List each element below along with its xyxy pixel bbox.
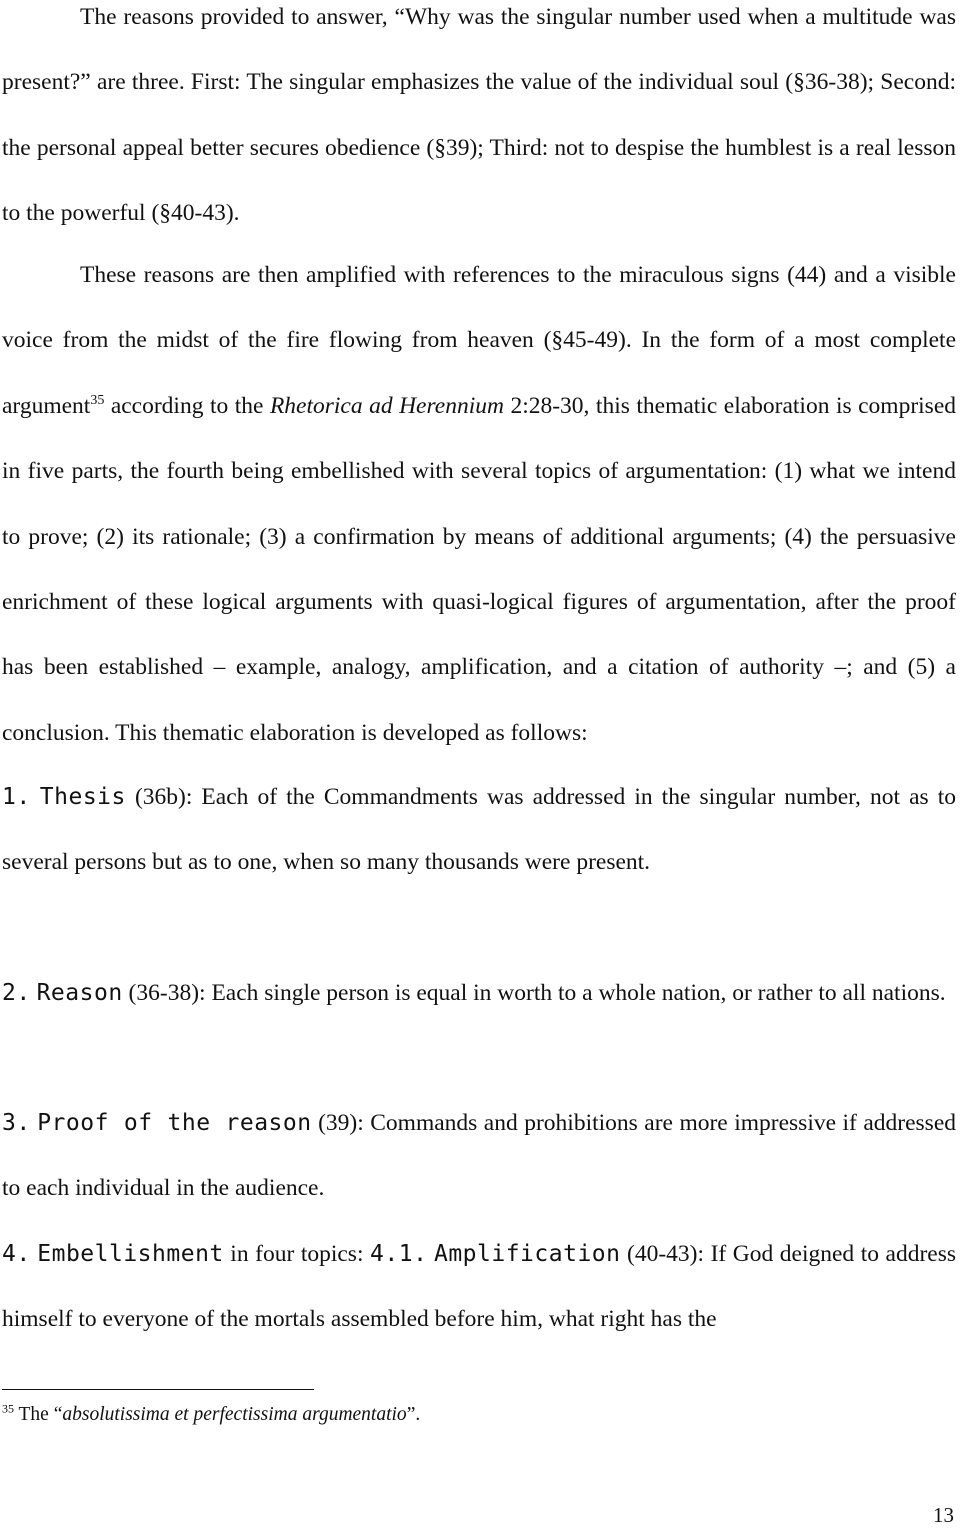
paragraph-text: 40-43).: [171, 200, 240, 227]
item-number: 1.: [2, 784, 31, 810]
footnote-italic-text: absolutissima et perfectissima argumentatio: [62, 1404, 407, 1425]
footnote-text: ”.: [406, 1404, 421, 1425]
subitem-number: 4.1.: [370, 1241, 428, 1267]
item-reference: (36-38):: [128, 980, 206, 1006]
item-text: (36b): Each of the Commandments was addressed in the singular number, not as to several persons but as to one, when so many thousands were present.: [2, 784, 957, 876]
paragraph-text: 2:28-30, this thematic elaboration is comprised in five parts, the fourth being embellished with several topics of argumentation: (1) what we intend to prove; (2) its rationale; (3) a confirmation by means of additional arguments; (4) the persuasive enrichment of these logical arguments with quasi-logical figures of argumentation, after the proof has been established – example, analogy, amplification, and a citation of authority –; and (5) a conclusion. This thematic elaboration is developed as follows:: [2, 392, 957, 746]
footnote-marker: 35: [2, 1401, 14, 1416]
item-heading: Embellishment: [37, 1241, 224, 1267]
paragraph-reasons: [2, 0, 956, 247]
item-heading: Thesis: [39, 784, 126, 810]
footnote-text: The “: [14, 1404, 63, 1425]
paragraph-text: 36-38); Second: the personal appeal better secures obedience (: [2, 69, 957, 161]
item-heading: Proof of the reason: [37, 1110, 312, 1136]
item-number: 3.: [2, 1110, 31, 1136]
item-thesis: [2, 765, 956, 896]
paragraph-text: 45-49). In the form of a most complete argument: [2, 327, 956, 419]
paragraph-text: The reasons provided to answer, “Why was the singular number used when a multitude was present?” are three. First: The singular emphasizes the value of the individual soul (: [2, 4, 956, 96]
paragraph-text: according to the: [104, 392, 270, 419]
footnote: [2, 1400, 902, 1430]
item-text: in four topics:: [223, 1241, 371, 1267]
page-number: 13: [933, 1503, 954, 1527]
item-text: Commands and prohibitions are more impressive if addressed to each individual in the audience.: [2, 1110, 957, 1202]
section-sign: §: [551, 327, 564, 354]
item-heading: Reason: [36, 980, 123, 1006]
item-number: 4.: [2, 1241, 31, 1267]
footnote-divider: [2, 1389, 314, 1390]
subitem-heading: Amplification: [433, 1241, 621, 1267]
item-number: 2.: [2, 980, 31, 1006]
item-embellishment: [2, 1222, 956, 1353]
item-reference: (39):: [318, 1110, 364, 1136]
item-reason: [2, 961, 956, 1026]
item-text: (40-43): If God deigned to address himself to everyone of the mortals assembled before him, what right has the: [2, 1241, 957, 1333]
paragraph-amplification: [2, 243, 956, 766]
item-text: Each single person is equal in worth to a whole nation, or rather to all nations.: [205, 980, 946, 1006]
item-proof: [2, 1091, 956, 1222]
section-sign: §: [434, 134, 446, 161]
work-title: Rhetorica ad Herennium: [269, 392, 504, 419]
footnote-reference[interactable]: 35: [90, 392, 105, 408]
paragraph-text: 39); Third: not to despise the humblest is a real lesson to the powerful (: [2, 134, 956, 227]
section-sign: §: [159, 200, 172, 227]
section-sign: §: [793, 69, 805, 96]
paragraph-text: These reasons are then amplified with references to the miraculous signs (44) and a visible voice from the midst of the fire flowing from heaven (: [2, 262, 956, 354]
